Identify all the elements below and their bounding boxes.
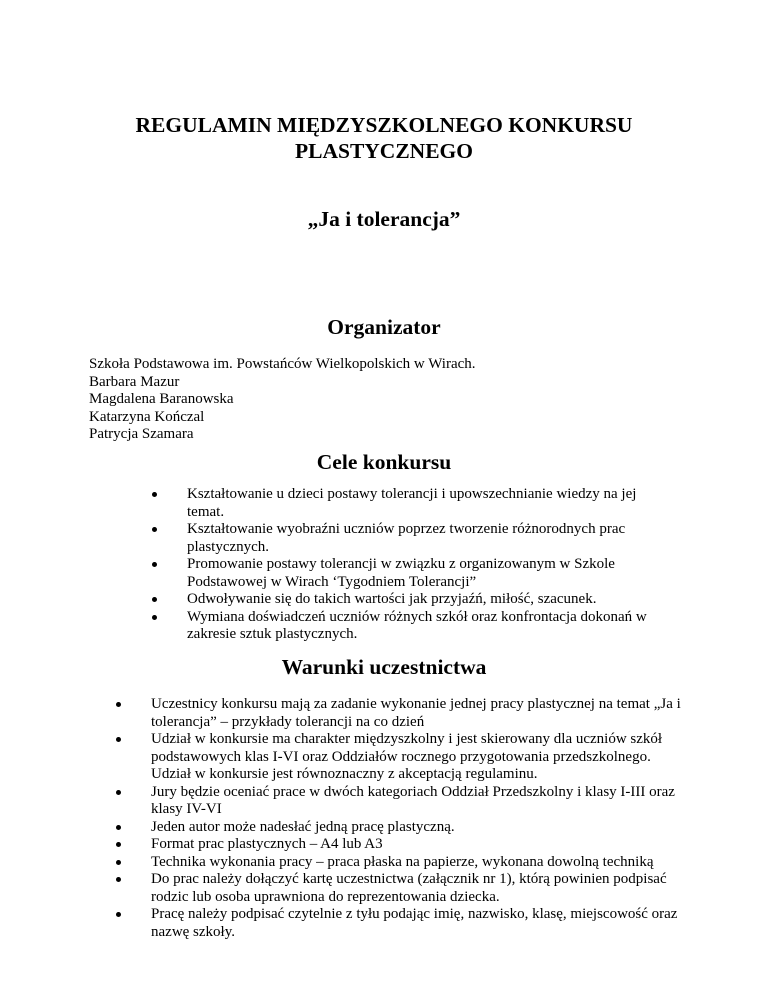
organizer-line: Szkoła Podstawowa im. Powstańców Wielkopolskich w Wirach. (89, 356, 476, 372)
list-item-text: Pracę należy podpisać czytelnie z tyłu podając imię, nazwisko, klasę, miejscowość oraz nazwę szkoły. (151, 906, 678, 940)
organizer-line: Magdalena Baranowska (89, 391, 234, 407)
title-line-1: REGULAMIN MIĘDZYSZKOLNEGO KONKURSU (135, 113, 633, 137)
list-item (116, 836, 682, 854)
list-item-text: Technika wykonania pracy – praca płaska na papierze, wykonana dowolną techniką (151, 853, 654, 870)
list-item-text: Wymiana doświadczeń uczniów różnych szkół oraz konfrontacja dokonań w zakresie sztuk plastycznych. (187, 608, 647, 642)
bullet-icon (152, 562, 157, 567)
list-item-text: Jeden autor może nadesłać jedną pracę plastyczną. (151, 818, 455, 835)
title-line-2: PLASTYCZNEGO (294, 139, 473, 163)
list-item (116, 731, 682, 784)
bullet-icon (116, 702, 121, 707)
list-item-text: Format prac plastycznych – A4 lub A3 (151, 836, 383, 852)
list-item (152, 591, 676, 609)
bullet-icon (116, 842, 121, 847)
list-item (116, 871, 682, 906)
list-item (152, 556, 676, 591)
contest-subtitle: „Ja i tolerancja” (307, 207, 461, 231)
bullet-icon (152, 597, 157, 602)
list-item (152, 521, 676, 556)
list-item-text: Odwoływanie się do takich wartości jak przyjaźń, miłość, szacunek. (187, 591, 597, 607)
list-item (116, 854, 682, 872)
bullet-icon (152, 527, 157, 532)
bullet-icon (116, 912, 121, 917)
bullet-icon (116, 825, 121, 830)
list-item-text: Do prac należy dołączyć kartę uczestnictwa (załącznik nr 1), którą powinien podpisać rodzic lub osoba uprawniona do reprezentowania dziecka. (151, 871, 667, 905)
list-item-text: Promowanie postawy tolerancji w związku z organizowanym w Szkole Podstawowej w Wirach ‘Tygodniem Tolerancji” (187, 556, 615, 590)
organizer-line: Patrycja Szamara (89, 426, 194, 442)
list-item (152, 486, 676, 521)
bullet-icon (152, 492, 157, 497)
bullet-icon (116, 790, 121, 795)
conditions-heading: Warunki uczestnictwa (281, 655, 487, 679)
goals-heading: Cele konkursu (316, 450, 452, 474)
document-title (60, 112, 708, 164)
organizer-list (89, 356, 709, 444)
list-item (116, 819, 682, 837)
list-item (116, 784, 682, 819)
bullet-icon (152, 615, 157, 620)
list-item-text: Jury będzie oceniać prace w dwóch kategoriach Oddział Przedszkolny i klasy I-III oraz klasy IV-VI (151, 783, 675, 817)
conditions-list (116, 696, 682, 941)
list-item (116, 906, 682, 941)
list-item-text: Udział w konkursie ma charakter międzyszkolny i jest skierowany dla uczniów szkół podstawowych klas I-VI oraz Oddziałów rocznego przygotowania przedszkolnego. Udział w konkursie jest równoznaczny z akceptacją regulaminu. (151, 731, 663, 782)
organizer-heading: Organizator (327, 315, 441, 339)
list-item-text: Kształtowanie u dzieci postawy tolerancji i upowszechnianie wiedzy na jej temat. (187, 486, 637, 520)
list-item (116, 696, 682, 731)
bullet-icon (116, 877, 121, 882)
organizer-line: Barbara Mazur (89, 373, 180, 390)
list-item-text: Uczestnicy konkursu mają za zadanie wykonanie jednej pracy plastycznej na temat „Ja i tolerancja” – przykłady tolerancji na co dzień (151, 696, 681, 730)
bullet-icon (116, 860, 121, 865)
list-item (152, 609, 676, 644)
goals-list (152, 486, 676, 644)
organizer-line: Katarzyna Kończal (89, 408, 205, 425)
bullet-icon (116, 737, 121, 742)
list-item-text: Kształtowanie wyobraźni uczniów poprzez tworzenie różnorodnych prac plastycznych. (187, 521, 626, 555)
